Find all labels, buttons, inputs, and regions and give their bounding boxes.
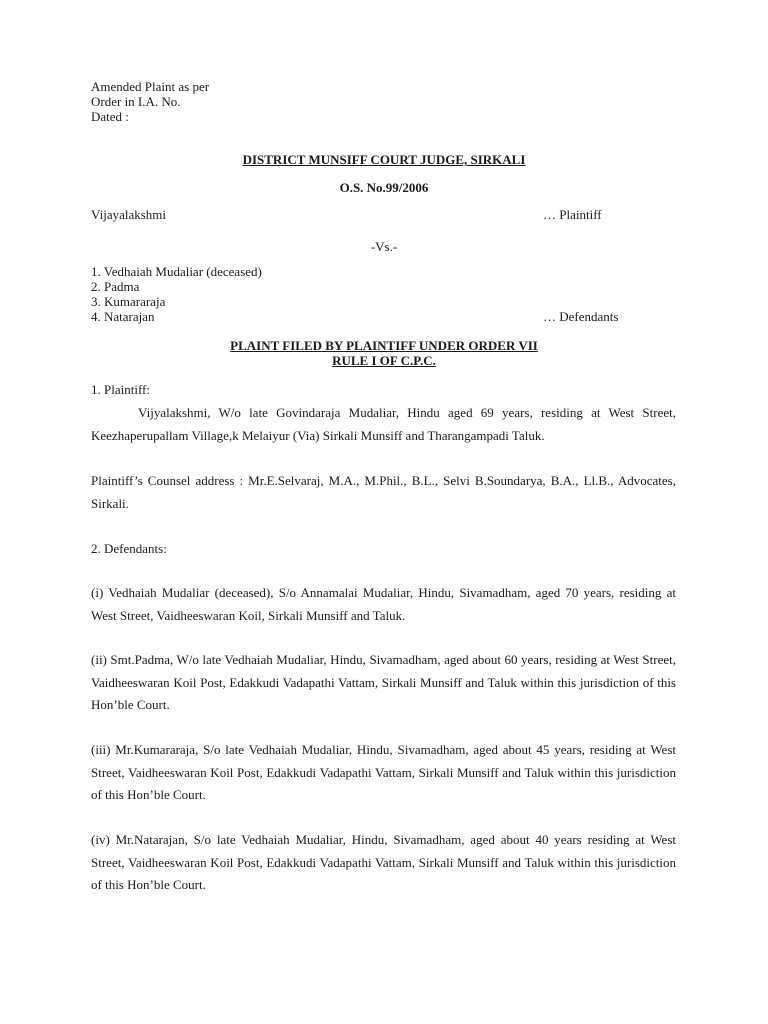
defendants-heading: 2. Defendants: — [91, 541, 167, 556]
defendant-list-item: 1. Vedhaiah Mudaliar (deceased) — [91, 264, 262, 279]
defendant-list-item: 2. Padma — [91, 279, 140, 294]
defendant-paragraph-4: (iv) Mr.Natarajan, S/o late Vedhaiah Mudaliar, Hindu, Sivamadham, aged about 40 years residing at West Street, Vaidheeswaran Koil Post, Edakkudi Vadapathi Vattam, Sirkali Munsiff and Taluk within this jurisdiction of this Hon’ble Court. — [91, 832, 676, 892]
plaintiff-name: Vijayalakshmi — [91, 207, 167, 222]
plaintiff-heading: 1. Plaintiff: — [91, 382, 150, 397]
plaintiff-role: … Plaintiff — [543, 207, 602, 222]
defendant-list-item: 4. Natarajan — [91, 309, 155, 324]
defendant-paragraph-2: (ii) Smt.Padma, W/o late Vedhaiah Mudaliar, Hindu, Sivamadham, aged about 60 years, residing at West Street, Vaidheeswaran Koil Post, Edakkudi Vadapathi Vattam, Sirkali Munsiff and Taluk within this jurisdiction of this Hon’ble Court. — [91, 652, 676, 712]
defendant-paragraph-3: (iii) Mr.Kumararaja, S/o late Vedhaiah Mudaliar, Hindu, Sivamadham, aged about 45 years, residing at West Street, Vaidheeswaran Koil Post, Edakkudi Vadapathi Vattam, Sirkali Munsiff and Taluk within this jurisdiction of this Hon’ble Court. — [91, 742, 676, 802]
amendment-line-3: Dated : — [91, 109, 129, 124]
defendant-list-item: 3. Kumararaja — [91, 294, 166, 309]
plaint-title-line-1: PLAINT FILED BY PLAINTIFF UNDER ORDER VII — [230, 338, 538, 353]
counsel-address: Plaintiff’s Counsel address : Mr.E.Selvaraj, M.A., M.Phil., B.L., Selvi B.Soundarya, B.A., Ll.B., Advocates, Sirkali. — [91, 473, 676, 511]
plaint-title-line-2: RULE I OF C.P.C. — [332, 353, 436, 368]
plaintiff-details: Vijyalakshmi, W/o late Govindaraja Mudaliar, Hindu aged 69 years, residing at West Street, Keezhaperupallam Village,k Melaiyur (Via) Sirkali Munsiff and Tharangampadi Taluk. — [91, 405, 676, 443]
amendment-line-1: Amended Plaint as per — [91, 79, 210, 94]
defendants-role: … Defendants — [543, 309, 619, 324]
amendment-line-2: Order in I.A. No. — [91, 94, 181, 109]
case-number: O.S. No.99/2006 — [339, 180, 429, 195]
defendant-list — [91, 264, 262, 324]
defendant-paragraph-1: (i) Vedhaiah Mudaliar (deceased), S/o Annamalai Mudaliar, Hindu, Sivamadham, aged 70 years, residing at West Street, Vaidheeswaran Koil, Sirkali Munsiff and Taluk. — [91, 585, 676, 623]
amendment-header — [91, 79, 209, 124]
court-title: DISTRICT MUNSIFF COURT JUDGE, SIRKALI — [242, 152, 526, 167]
versus-label: -Vs.- — [370, 239, 398, 254]
